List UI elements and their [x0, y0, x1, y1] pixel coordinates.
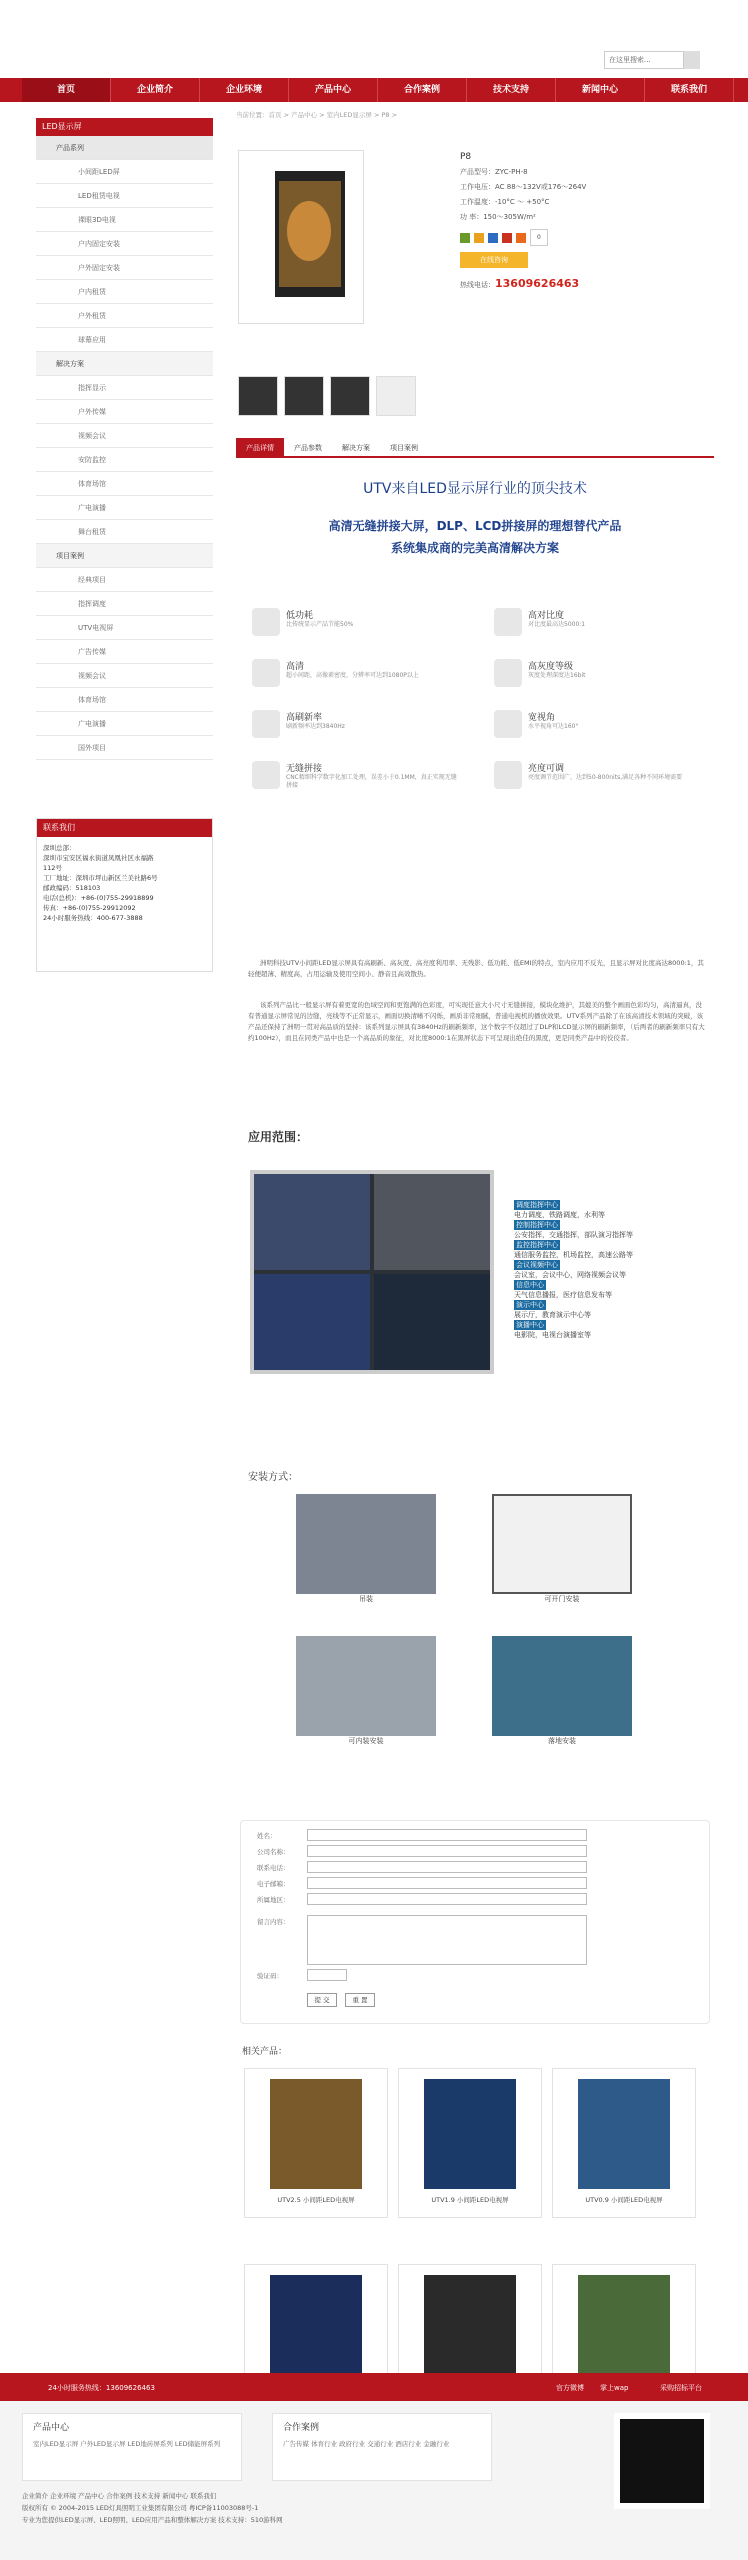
related-product-image	[270, 2275, 362, 2385]
install-image	[492, 1494, 632, 1594]
sidebar-item[interactable]: 视频会议	[36, 424, 213, 448]
inquiry-form	[240, 1820, 710, 2024]
nav-item[interactable]: 首页	[22, 78, 111, 102]
feature-item	[252, 659, 458, 701]
sidebar-item[interactable]: 安防监控	[36, 448, 213, 472]
sidebar-item[interactable]: 球幕应用	[36, 328, 213, 352]
install-label: 可内装安装	[348, 1737, 384, 1745]
application-title: 应用范围：	[248, 1130, 309, 1144]
product-image	[238, 150, 364, 324]
feature-desc: 对比度最高达5000:1	[528, 621, 586, 628]
detail-paragraph: 该系列产品比一般显示屏有着更宽的色域空间和更饱满的色彩度，可实现任意大小尺寸无缝拼接，模块化维护，其媲美的整个画面色彩均匀，高清逼真，没有普通显示屏常见的边缝，亮线等不正常显示，画面切换清晰不闪烁，画质非常细腻，普通电视机的播放效果。UTV系列产品除了在该高清技术领域的突破，该产品还保持了洲明一贯对高品质的坚持：该系列显示屏具有3840Hz的刷新频率，这个数字不仅超过了DLP和LCD显示屏的刷新频率，（后两者的刷新频率只有大约100Hz），而且在同类产品中也是一个高品质的象征，对比度8000:1在黑屏状态下可呈现出绝佳的黑度，更是同类产品中的佼佼者。	[248, 1001, 705, 1042]
sidebar-item[interactable]: 广告传媒	[36, 640, 213, 664]
product-temp: 工作温度：-10°C ～ +50°C	[460, 198, 550, 206]
footer-links[interactable]: 企业简介 企业环境 产品中心 合作案例 技术支持 新闻中心 联系我们	[22, 2492, 217, 2500]
reset-button[interactable]: 重 置	[345, 1993, 375, 2007]
related-product-caption: UTV0.9 小间距LED电视屏	[585, 2196, 663, 2204]
breadcrumb: 当前位置：首页 > 产品中心 > 室内LED显示屏 > P8 >	[236, 111, 398, 119]
related-product-image	[578, 2079, 670, 2189]
footer-cases	[272, 2413, 492, 2481]
feature-desc: 比传统显示产品节能50%	[286, 621, 354, 628]
wap-link[interactable]: 掌上wap	[600, 2384, 629, 2392]
sidebar-item[interactable]: 裸眼3D电视	[36, 208, 213, 232]
nav-item[interactable]: 产品中心	[289, 78, 378, 102]
submit-button[interactable]: 提 交	[307, 1993, 337, 2007]
form-label: 姓名：	[257, 1832, 277, 1840]
sidebar-item[interactable]: 小间距LED屏	[36, 160, 213, 184]
install-title: 安装方式：	[248, 1472, 298, 1483]
application-list	[514, 1200, 714, 1340]
feature-text	[528, 659, 585, 701]
contact-line: 深圳市宝安区福永街道凤凰社区永福路	[43, 854, 154, 862]
sidebar-item[interactable]: 体育场馆	[36, 472, 213, 496]
application-desc: 电力调度，铁路调度，水利等	[514, 1211, 605, 1219]
feature-desc: 超小间距，高像素密度，分辨率可达到1080P以上	[286, 672, 419, 679]
sidebar-item[interactable]: 视频会议	[36, 664, 213, 688]
footer-bar	[0, 2373, 748, 2401]
feature-title: 高灰度等级	[528, 662, 574, 672]
qr-code	[614, 2413, 710, 2509]
related-product[interactable]	[398, 2068, 542, 2218]
feature-icon	[494, 659, 522, 687]
feature-item	[252, 761, 458, 803]
form-input[interactable]	[307, 1877, 587, 1889]
form-label: 联系电话：	[257, 1864, 290, 1872]
sidebar-item[interactable]: 指挥显示	[36, 376, 213, 400]
subheadline	[236, 515, 714, 559]
application-desc: 会议室，会议中心，网络视频会议等	[514, 1271, 626, 1279]
sidebar-item[interactable]: 户外固定安装	[36, 256, 213, 280]
weibo-link[interactable]: 官方微博	[556, 2384, 584, 2392]
footer-hotline: 24小时服务热线：13609626463	[48, 2384, 155, 2392]
plus-icon[interactable]	[516, 233, 526, 243]
contact-title: 联系我们	[37, 819, 212, 837]
contact-line: 邮政编码：518103	[43, 884, 101, 892]
feature-desc: CNC精细科学数字化加工处理，误差小于0.1MM，真正实现无缝拼接	[286, 774, 457, 789]
install-item	[492, 1636, 632, 1746]
consult-button[interactable]: 在线咨询	[460, 252, 528, 268]
related-product-image	[270, 2079, 362, 2189]
form-input[interactable]	[307, 1845, 587, 1857]
headline: UTV来自LED显示屏行业的顶尖技术	[363, 481, 587, 497]
sidebar-item[interactable]: 舞台租赁	[36, 520, 213, 544]
nav-item[interactable]: 新闻中心	[556, 78, 645, 102]
detail-tab[interactable]: 产品详情	[236, 438, 284, 456]
subheadline-1: 高清无缝拼接大屏，DLP、LCD拼接屏的理想替代产品	[328, 519, 622, 533]
footer-cases-links[interactable]: 广告传媒 体育行业 政府行业 交通行业 酒店行业 金融行业	[283, 2440, 450, 2448]
feature-text	[286, 659, 419, 701]
application-heading: 信息中心	[516, 1281, 544, 1289]
feature-title: 高对比度	[528, 611, 565, 621]
related-product-caption: UTV2.5 小间距LED电视屏	[277, 2196, 355, 2204]
feature-icon	[252, 608, 280, 636]
thumbnail-strip	[238, 376, 416, 416]
sidebar-item[interactable]: 体育场馆	[36, 688, 213, 712]
feature-title: 高清	[286, 662, 305, 672]
share-icon[interactable]	[502, 233, 512, 243]
sidebar-item[interactable]: 户内租赁	[36, 280, 213, 304]
feature-desc: 刷新频率达到3840Hz	[286, 723, 345, 730]
thumbnail[interactable]	[330, 376, 370, 416]
feature-icon	[252, 659, 280, 687]
related-product-image	[424, 2275, 516, 2385]
form-row	[257, 1917, 290, 1926]
related-product[interactable]	[244, 2068, 388, 2218]
feature-item	[494, 608, 700, 650]
contact-line: 传真：+86-(0)755-29912092	[43, 904, 136, 912]
footer-products	[22, 2413, 242, 2481]
product-model: 产品型号：ZYC-PH-8	[460, 168, 528, 176]
form-input[interactable]	[307, 1861, 587, 1873]
platform-link[interactable]: 采购招标平台	[660, 2384, 702, 2392]
install-item	[296, 1636, 436, 1746]
footer-copyright: 版权所有 © 2004-2015 LED灯具照明工业集团有限公司 粤ICP备11003088号-1	[22, 2504, 259, 2512]
install-label: 吊装	[359, 1595, 373, 1603]
feature-title: 无缝拼接	[286, 764, 323, 774]
install-label: 可开门安装	[544, 1595, 580, 1603]
sidebar-item[interactable]: 户外租赁	[36, 304, 213, 328]
sidebar-item[interactable]: 项目案例	[36, 544, 213, 568]
sidebar	[36, 118, 213, 760]
main-nav	[0, 78, 748, 102]
product-info	[460, 150, 710, 293]
detail-tabs	[236, 438, 714, 458]
feature-item	[252, 710, 458, 752]
sidebar-item[interactable]: 指挥调度	[36, 592, 213, 616]
related-product[interactable]	[552, 2068, 696, 2218]
share-count: 0	[530, 229, 548, 246]
feature-icon	[494, 710, 522, 738]
feature-icon	[252, 761, 280, 789]
feature-desc: 灰度处理深度达16bit	[528, 672, 586, 679]
sidebar-item[interactable]: 解决方案	[36, 352, 213, 376]
nav-item[interactable]: 企业环境	[200, 78, 289, 102]
contact-line: 24小时服务热线：400-677-3888	[43, 914, 143, 922]
hotline-number: 13609626463	[495, 277, 580, 290]
footer-products-links[interactable]: 室内LED显示屏 户外LED显示屏 LED地砖屏系列 LED储能屏系列	[33, 2440, 221, 2448]
nav-item[interactable]: 企业简介	[111, 78, 200, 102]
sidebar-item[interactable]: 经典项目	[36, 568, 213, 592]
form-label: 公司名称：	[257, 1848, 290, 1856]
contact-line: 深圳总部：	[43, 844, 76, 852]
subheadline-2: 系统集成商的完美高清解决方案	[390, 541, 559, 555]
sidebar-item[interactable]: 户外传媒	[36, 400, 213, 424]
contact-box	[36, 818, 213, 972]
nav-item[interactable]: 联系我们	[645, 78, 734, 102]
product-power: 功 率：150～305W/m²	[460, 213, 536, 221]
application-heading: 调度指挥中心	[516, 1201, 558, 1209]
header	[0, 0, 748, 78]
feature-text	[528, 761, 682, 803]
search-input[interactable]: 在这里搜索...	[604, 51, 684, 69]
form-row	[257, 1971, 283, 1980]
feature-text	[286, 761, 458, 803]
share-icon[interactable]	[488, 233, 498, 243]
application-heading: 监控指挥中心	[516, 1241, 558, 1249]
thumbnail[interactable]	[238, 376, 278, 416]
application-desc: 公安指挥，交通指挥，部队演习指挥等	[514, 1231, 633, 1239]
feature-desc: 水平视角可达160°	[528, 723, 579, 730]
intro-paragraph: 洲明科技UTV小间距LED显示屏具有高刷新、高灰度、高亮度利用率、无残影、低功耗、低EMI的特点，室内应用不反光，且显示屏对比度高达8000:1，其轻便超薄、精度高，占用运输及使用空间小、静音且高效散热。	[248, 959, 704, 978]
feature-item	[252, 608, 458, 650]
footer-desc: 专业为您提供LED显示屏、LED照明、LED应用产品和整体解决方案 技术支持：510游科网	[22, 2516, 283, 2524]
hotline-label: 热线电话：	[460, 281, 495, 289]
main-content	[236, 110, 714, 2204]
feature-title: 亮度可调	[528, 764, 565, 774]
application-heading: 控制指挥中心	[516, 1221, 558, 1229]
feature-title: 高刷新率	[286, 713, 323, 723]
feature-title: 低功耗	[286, 611, 314, 621]
application-heading: 演示中心	[516, 1301, 544, 1309]
sidebar-item[interactable]: 国外项目	[36, 736, 213, 760]
install-label: 落地安装	[548, 1737, 576, 1745]
sidebar-title: LED显示屏	[36, 118, 213, 136]
form-row	[257, 1831, 277, 1840]
footer-cases-title: 合作案例	[283, 2423, 320, 2433]
sidebar-item[interactable]: LED租赁电视	[36, 184, 213, 208]
related-product-caption: UTV1.9 小间距LED电视屏	[431, 2196, 509, 2204]
thumbnail[interactable]	[284, 376, 324, 416]
application-desc: 天气信息播报，医疗信息发布等	[514, 1291, 612, 1299]
nav-item[interactable]: 合作案例	[378, 78, 467, 102]
product-voltage: 工作电压：AC 88～132V或176～264V	[460, 183, 587, 191]
feature-item	[494, 710, 700, 752]
feature-text	[286, 608, 353, 650]
form-label: 电子邮箱：	[257, 1880, 290, 1888]
form-row	[257, 1895, 290, 1904]
feature-title: 宽视角	[528, 713, 556, 723]
sidebar-item[interactable]: 广电演播	[36, 712, 213, 736]
form-input[interactable]	[307, 1915, 587, 1965]
feature-icon	[494, 608, 522, 636]
feature-icon	[252, 710, 280, 738]
feature-grid	[252, 608, 712, 803]
application-collage	[250, 1170, 494, 1374]
feature-text	[528, 608, 585, 650]
form-input[interactable]	[307, 1893, 587, 1905]
search-icon[interactable]	[684, 51, 700, 69]
feature-text	[528, 710, 578, 752]
feature-item	[494, 659, 700, 701]
contact-line: 112号	[43, 864, 62, 872]
sidebar-item[interactable]: 广电演播	[36, 496, 213, 520]
install-image	[296, 1494, 436, 1594]
install-image	[492, 1636, 632, 1736]
form-input[interactable]	[307, 1969, 347, 1981]
share-icon[interactable]	[474, 233, 484, 243]
related-title: 相关产品：	[242, 2047, 288, 2057]
feature-text	[286, 710, 345, 752]
related-product-image	[424, 2079, 516, 2189]
application-heading: 会议视频中心	[516, 1261, 558, 1269]
install-image	[296, 1636, 436, 1736]
install-item	[492, 1494, 632, 1604]
contact-line: 电话(总机)：+86-(0)755-29918899	[43, 894, 154, 902]
application-desc: 通信服务监控，机场监控，高速公路等	[514, 1251, 633, 1259]
contact-line: 工厂地址：深圳市坪山新区兰美社路6号	[43, 874, 158, 882]
footer-products-title: 产品中心	[33, 2423, 70, 2433]
application-heading: 演播中心	[516, 1321, 544, 1329]
share-icon[interactable]	[460, 233, 470, 243]
related-product-image	[578, 2275, 670, 2385]
sidebar-item[interactable]: 产品系列	[36, 136, 213, 160]
thumbnail[interactable]	[376, 376, 416, 416]
feature-item	[494, 761, 700, 803]
application-desc: 电影院，电视台演播室等	[514, 1331, 591, 1339]
form-row	[257, 1847, 290, 1856]
product-name: P8	[460, 152, 472, 162]
nav-item[interactable]: 技术支持	[467, 78, 556, 102]
sidebar-item[interactable]: UTV电视屏	[36, 616, 213, 640]
form-row	[257, 1879, 290, 1888]
form-row	[257, 1863, 290, 1872]
form-label: 所属地区：	[257, 1896, 290, 1904]
feature-icon	[494, 761, 522, 789]
detail-tab[interactable]: 解决方案	[342, 444, 370, 452]
feature-desc: 亮度调节范围广，达到50-800nits,满足各种不同环境需要	[528, 774, 683, 781]
detail-tab[interactable]: 项目案例	[390, 444, 418, 452]
form-label: 留言内容：	[257, 1918, 290, 1926]
sidebar-item[interactable]: 户内固定安装	[36, 232, 213, 256]
footer	[0, 2401, 748, 2560]
application-desc: 展示厅，教育演示中心等	[514, 1311, 591, 1319]
form-input[interactable]	[307, 1829, 587, 1841]
form-label: 验证码：	[257, 1972, 283, 1980]
install-item	[296, 1494, 436, 1604]
detail-tab[interactable]: 产品参数	[294, 444, 322, 452]
